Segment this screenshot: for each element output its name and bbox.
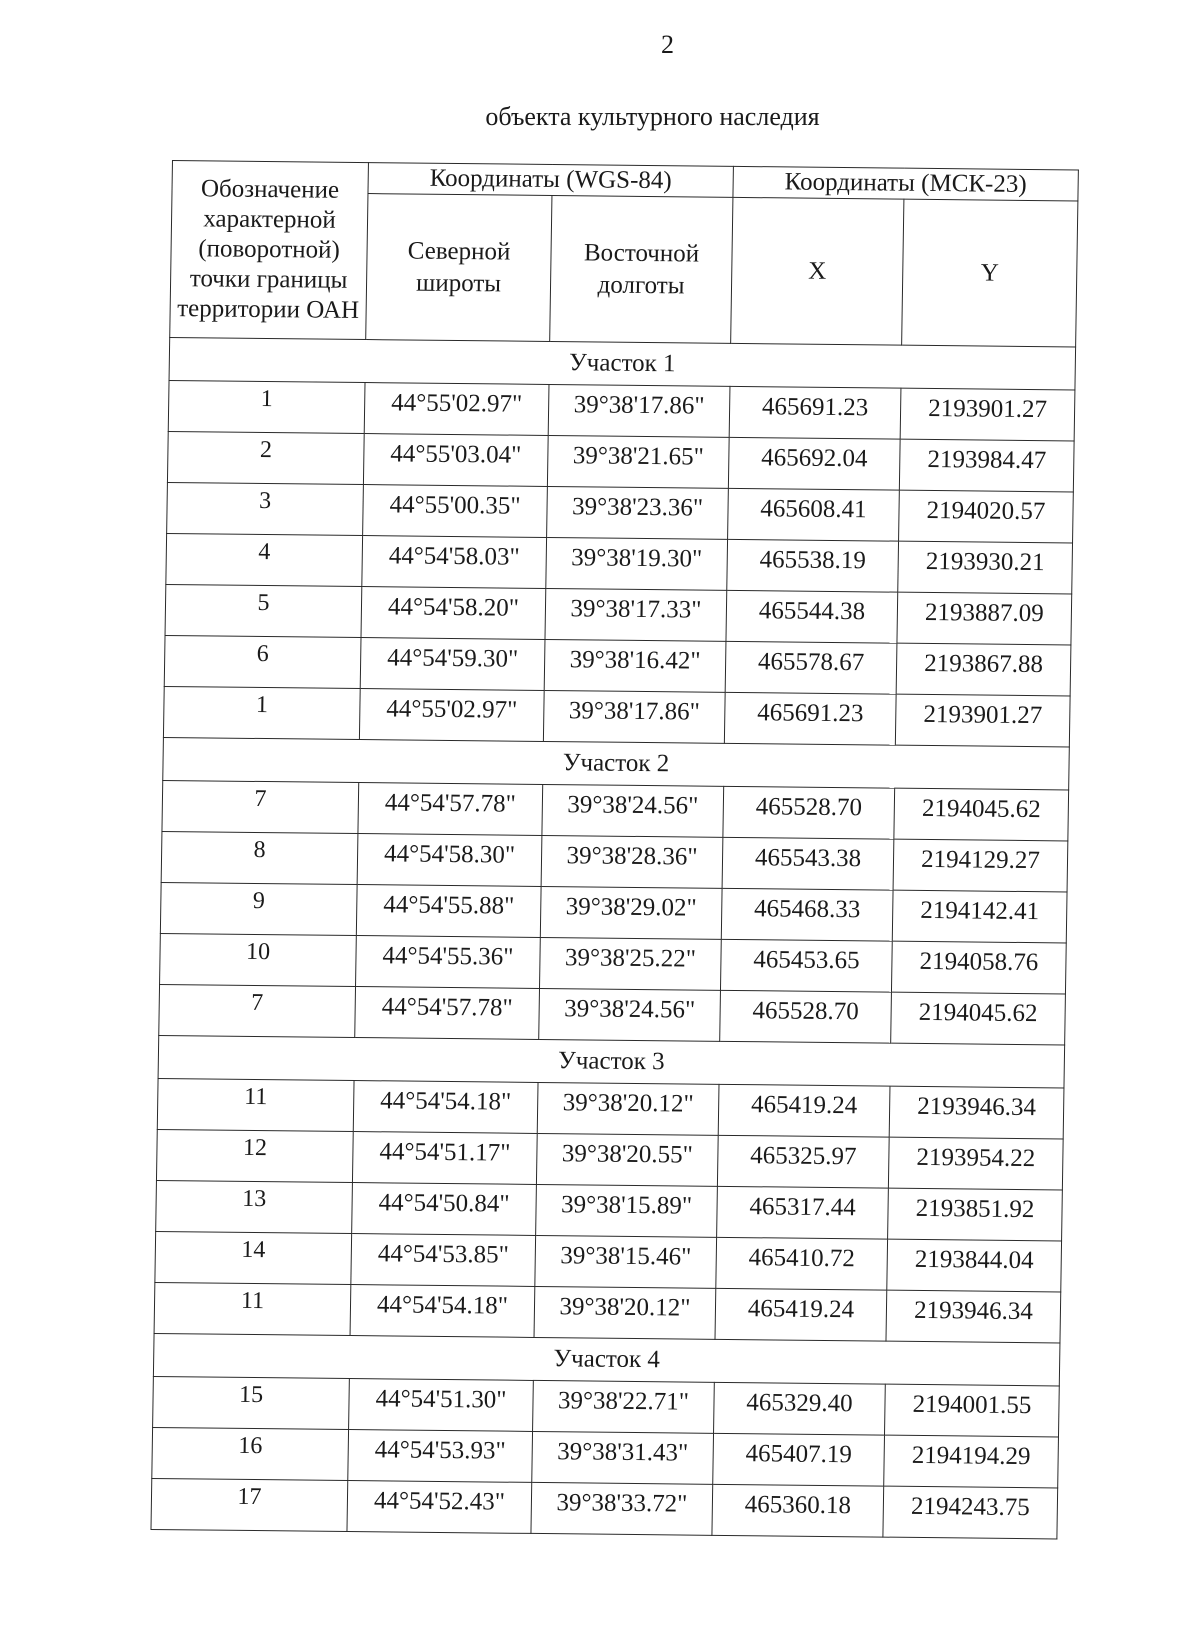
y-coordinate-cell: 2193984.47 (899, 439, 1074, 492)
longitude-cell: 39°38'16.42" (544, 639, 726, 692)
latitude-cell: 44°54'58.03" (362, 536, 547, 589)
x-coordinate-cell: 465329.40 (714, 1382, 886, 1435)
latitude-cell: 44°54'52.43" (347, 1481, 532, 1534)
header-point-designation: Обозначение характерной (поворотной) точки границы территории ОАН (170, 161, 369, 340)
point-number-cell: 13 (156, 1180, 353, 1233)
point-number-cell: 8 (161, 831, 358, 884)
latitude-cell: 44°55'02.97" (359, 689, 544, 742)
longitude-cell: 39°38'23.36" (547, 486, 729, 539)
table-row (166, 533, 1073, 593)
coordinates-table (150, 160, 1078, 1539)
latitude-cell: 44°54'50.84" (352, 1183, 537, 1236)
header-longitude: Восточной долготы (550, 195, 733, 343)
latitude-cell: 44°54'51.30" (349, 1379, 534, 1432)
point-number-cell: 17 (151, 1478, 348, 1531)
longitude-cell: 39°38'20.12" (537, 1082, 719, 1135)
latitude-cell: 44°54'53.93" (348, 1430, 533, 1483)
header-x: X (731, 197, 904, 345)
table-row (164, 635, 1071, 695)
y-coordinate-cell: 2193851.92 (888, 1188, 1063, 1241)
y-coordinate-cell: 2193887.09 (897, 592, 1072, 645)
y-coordinate-cell: 2194243.75 (883, 1486, 1058, 1539)
table-row (155, 1231, 1062, 1291)
point-number-cell: 11 (157, 1078, 354, 1131)
point-number-cell: 7 (159, 984, 356, 1037)
section-title: Участок 1 (169, 337, 1076, 389)
point-number-cell: 15 (153, 1376, 350, 1429)
point-number-cell: 16 (152, 1427, 349, 1480)
point-number-cell: 5 (165, 584, 362, 637)
coordinates-table-wrapper (150, 160, 1077, 1539)
x-coordinate-cell: 465538.19 (727, 539, 899, 592)
point-number-cell: 3 (167, 482, 364, 535)
header-group-msk23: Координаты (МСК-23) (733, 166, 1078, 201)
x-coordinate-cell: 465419.24 (718, 1084, 890, 1137)
y-coordinate-cell: 2194045.62 (894, 788, 1069, 841)
x-coordinate-cell: 465419.24 (715, 1288, 887, 1341)
y-coordinate-cell: 2194045.62 (891, 992, 1066, 1045)
y-coordinate-cell: 2193867.88 (896, 643, 1071, 696)
longitude-cell: 39°38'19.30" (546, 537, 728, 590)
y-coordinate-cell: 2193946.34 (889, 1086, 1064, 1139)
section-title: Участок 3 (158, 1035, 1065, 1087)
point-number-cell: 12 (156, 1129, 353, 1182)
y-coordinate-cell: 2193954.22 (888, 1137, 1063, 1190)
table-row (159, 984, 1066, 1044)
y-coordinate-cell: 2193844.04 (887, 1239, 1062, 1292)
latitude-cell: 44°54'57.78" (355, 987, 540, 1040)
x-coordinate-cell: 465691.23 (724, 692, 896, 745)
y-coordinate-cell: 2194194.29 (884, 1435, 1059, 1488)
table-row (167, 482, 1074, 542)
header-latitude: Северной широты (366, 194, 552, 342)
table-row (154, 1282, 1061, 1342)
table-row (156, 1180, 1063, 1240)
latitude-cell: 44°54'55.88" (356, 885, 541, 938)
section-title: Участок 2 (163, 737, 1070, 789)
table-row (165, 584, 1072, 644)
y-coordinate-cell: 2194058.76 (891, 941, 1066, 994)
longitude-cell: 39°38'15.46" (535, 1235, 717, 1288)
x-coordinate-cell: 465608.41 (728, 488, 900, 541)
latitude-cell: 44°54'58.30" (357, 834, 542, 887)
x-coordinate-cell: 465407.19 (713, 1433, 885, 1486)
x-coordinate-cell: 465528.70 (720, 990, 892, 1043)
longitude-cell: 39°38'24.56" (539, 988, 721, 1041)
longitude-cell: 39°38'20.55" (536, 1133, 718, 1186)
table-row (151, 1478, 1058, 1538)
latitude-cell: 44°54'58.20" (361, 587, 546, 640)
longitude-cell: 39°38'28.36" (541, 835, 723, 888)
longitude-cell: 39°38'33.72" (531, 1482, 713, 1535)
y-coordinate-cell: 2193901.27 (895, 694, 1070, 747)
longitude-cell: 39°38'29.02" (540, 886, 722, 939)
table-body (151, 337, 1076, 1538)
longitude-cell: 39°38'31.43" (532, 1431, 714, 1484)
y-coordinate-cell: 2194001.55 (885, 1384, 1060, 1437)
y-coordinate-cell: 2194020.57 (899, 490, 1074, 543)
point-number-cell: 1 (163, 686, 360, 739)
x-coordinate-cell: 465453.65 (720, 939, 892, 992)
latitude-cell: 44°54'54.18" (353, 1081, 538, 1134)
longitude-cell: 39°38'24.56" (542, 784, 724, 837)
table-row (160, 933, 1067, 993)
point-number-cell: 11 (154, 1282, 351, 1335)
longitude-cell: 39°38'17.86" (548, 384, 730, 437)
longitude-cell: 39°38'15.89" (536, 1184, 718, 1237)
y-coordinate-cell: 2193946.34 (886, 1290, 1061, 1343)
table-row (160, 882, 1067, 942)
longitude-cell: 39°38'22.71" (533, 1380, 715, 1433)
point-number-cell: 9 (160, 882, 357, 935)
latitude-cell: 44°54'57.78" (358, 783, 543, 836)
table-row (162, 780, 1069, 840)
x-coordinate-cell: 465410.72 (716, 1237, 888, 1290)
table-row (167, 431, 1074, 491)
table-row (153, 1376, 1060, 1436)
x-coordinate-cell: 465325.97 (717, 1135, 889, 1188)
point-number-cell: 6 (164, 635, 361, 688)
section-title: Участок 4 (153, 1333, 1060, 1385)
point-number-cell: 14 (155, 1231, 352, 1284)
point-number-cell: 4 (166, 533, 363, 586)
y-coordinate-cell: 2194142.41 (892, 890, 1067, 943)
longitude-cell: 39°38'17.86" (543, 690, 725, 743)
latitude-cell: 44°54'53.85" (351, 1234, 536, 1287)
longitude-cell: 39°38'25.22" (540, 937, 722, 990)
x-coordinate-cell: 465692.04 (728, 437, 900, 490)
latitude-cell: 44°54'54.18" (350, 1285, 535, 1338)
x-coordinate-cell: 465578.67 (725, 641, 897, 694)
x-coordinate-cell: 465544.38 (726, 590, 898, 643)
document-heading: объекта культурного наследия (485, 102, 820, 131)
latitude-cell: 44°54'55.36" (356, 936, 541, 989)
x-coordinate-cell: 465543.38 (722, 837, 894, 890)
point-number-cell: 7 (162, 780, 359, 833)
latitude-cell: 44°54'59.30" (360, 638, 545, 691)
longitude-cell: 39°38'20.12" (534, 1286, 716, 1339)
point-number-cell: 2 (167, 431, 364, 484)
x-coordinate-cell: 465360.18 (712, 1484, 884, 1537)
latitude-cell: 44°54'51.17" (352, 1132, 537, 1185)
table-row (168, 380, 1075, 440)
x-coordinate-cell: 465317.44 (717, 1186, 889, 1239)
y-coordinate-cell: 2193930.21 (898, 541, 1073, 594)
table-row (163, 686, 1070, 746)
longitude-cell: 39°38'17.33" (545, 588, 727, 641)
longitude-cell: 39°38'21.65" (547, 435, 729, 488)
point-number-cell: 10 (160, 933, 357, 986)
x-coordinate-cell: 465528.70 (723, 786, 895, 839)
x-coordinate-cell: 465691.23 (729, 386, 901, 439)
table-row (156, 1129, 1063, 1189)
point-number-cell: 1 (168, 380, 365, 433)
header-y: Y (902, 199, 1078, 347)
header-group-wgs84: Координаты (WGS-84) (368, 163, 733, 198)
x-coordinate-cell: 465468.33 (721, 888, 893, 941)
table-row (152, 1427, 1059, 1487)
y-coordinate-cell: 2193901.27 (900, 388, 1075, 441)
latitude-cell: 44°55'03.04" (363, 434, 548, 487)
page-number: 2 (661, 30, 674, 59)
table-row (157, 1078, 1064, 1138)
latitude-cell: 44°55'00.35" (363, 485, 548, 538)
latitude-cell: 44°55'02.97" (364, 383, 549, 436)
table-row (161, 831, 1068, 891)
y-coordinate-cell: 2194129.27 (893, 839, 1068, 892)
